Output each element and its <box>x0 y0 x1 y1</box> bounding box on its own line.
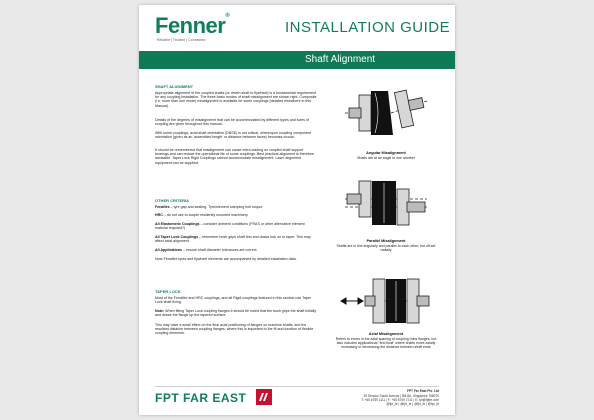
footer-company: FPT Far East Pte. Ltd <box>406 389 439 393</box>
section-heading-taper-lock: TAPER LOCK <box>155 289 181 294</box>
fenner-logo: Fenner® <box>155 13 230 38</box>
angular-misalignment-diagram <box>341 77 431 149</box>
criteria-item: Fenaflex – tyre gap and seating. Tyre/element clamping bolt torque. <box>155 205 264 209</box>
document-page <box>139 5 455 415</box>
diagram-caption-angular: Shafts are at an angle to one another <box>357 156 415 160</box>
paragraph: With some couplings, axial shaft orientation (DBSE) is not critical, whereupon coupling component orientation (given as an 'assembled length' or distance between faces) becomes crucial. <box>155 131 312 140</box>
diagram-caption-parallel: Shafts are in line angularly and parallel to each other, but off-set radially <box>336 244 436 252</box>
footer-social: @fpt_fe | @fpt_fe | @fpt_fe | @fpt_fe <box>386 402 439 406</box>
fpt-far-east-logo: FPT FAR EAST <box>155 391 247 405</box>
axial-misalignment-diagram <box>339 267 433 331</box>
footer-divider <box>155 386 439 387</box>
page-title: Shaft Alignment <box>305 54 376 65</box>
paragraph: It should be remembered that misalignment can cause extra loading on coupled shaft support bearings and can reduce the operational life of some couplings. Best practical alignment is therefore advisable. Taper Lock Rigid Couplings cannot accommodate misalignment. Laser alignment equipment can be supplied. <box>155 148 315 165</box>
paragraph: This may have a small effect on the final axial positioning of flanges on machine shafts, and the resultant distance between coupling flanges, where this is important to the fit and function of flexible coupling elements. <box>155 323 314 336</box>
diagram-title-axial: Axial Misalignment <box>368 332 404 336</box>
guide-title: INSTALLATION GUIDE <box>285 19 451 36</box>
paragraph: Appropriate alignment of the coupled shafts (or driven shaft to flywheel) is a fundamental requirement for any coupling installation. The three basic modes of shaft misalignment are shown right. Composite (i.e. more than one mode) misalignment is available for some couplings (detailed elsewhere in this Manual). <box>155 91 317 108</box>
criteria-item: All Taper Lock Couplings – remember bush grips shaft first and draws hub on to taper. This may affect axial alignment. <box>155 235 311 244</box>
criteria-item: All Applications – ensure shaft diameter tolerances are correct. <box>155 248 258 252</box>
fpt-mark-icon <box>256 389 272 405</box>
footer-address: 29 Senoko South Avenue | Blk 8A, Singapore 758070 <box>363 394 439 398</box>
tagline: Reliable | Trusted | Connected <box>157 38 206 42</box>
footer-contact: T: +65 6759 1111 | F: +65 6769 7211 | E: fpt@fptfe.com <box>361 398 439 402</box>
criteria-item: HRC – do not use to couple resiliently mounted machinery. <box>155 213 249 217</box>
criteria-item: All Elastomeric Couplings – consider ambient conditions (FRAS or other alternative element material required?) <box>155 222 305 231</box>
diagram-title-angular: Angular Misalignment <box>366 151 406 155</box>
criteria-note: Note Fenaflex tyres and flywheel elements are accompanied by detailed installation data. <box>155 257 297 261</box>
paragraph: Details of the degrees of misalignment that can be accommodated by different types and sizes of coupling are given throughout this manual. <box>155 118 309 127</box>
paragraph: Most of the Fenaflex and HRC couplings, and all Rigid couplings featured in this section use Taper Lock shaft fixing. <box>155 296 312 305</box>
diagram-title-parallel: Parallel Misalignment <box>366 239 406 243</box>
section-heading-other-criteria: OTHER CRITERIA <box>155 198 189 203</box>
title-banner <box>139 51 455 69</box>
diagram-caption-axial: Refers to errors in the axial spacing of coupling hubs flanges, but also includes applicational "end float" where shafts move axially increasing or decreasing the distance between shaft ends <box>335 337 437 349</box>
section-heading-shaft-alignment: SHAFT ALIGNMENT <box>155 84 194 89</box>
taper-lock-note: Note: When fitting Taper Lock coupling flanges it should be noted that the bush grips the shaft initially and draws the flange up the tapered surface. <box>155 309 317 318</box>
parallel-misalignment-diagram <box>341 169 431 237</box>
